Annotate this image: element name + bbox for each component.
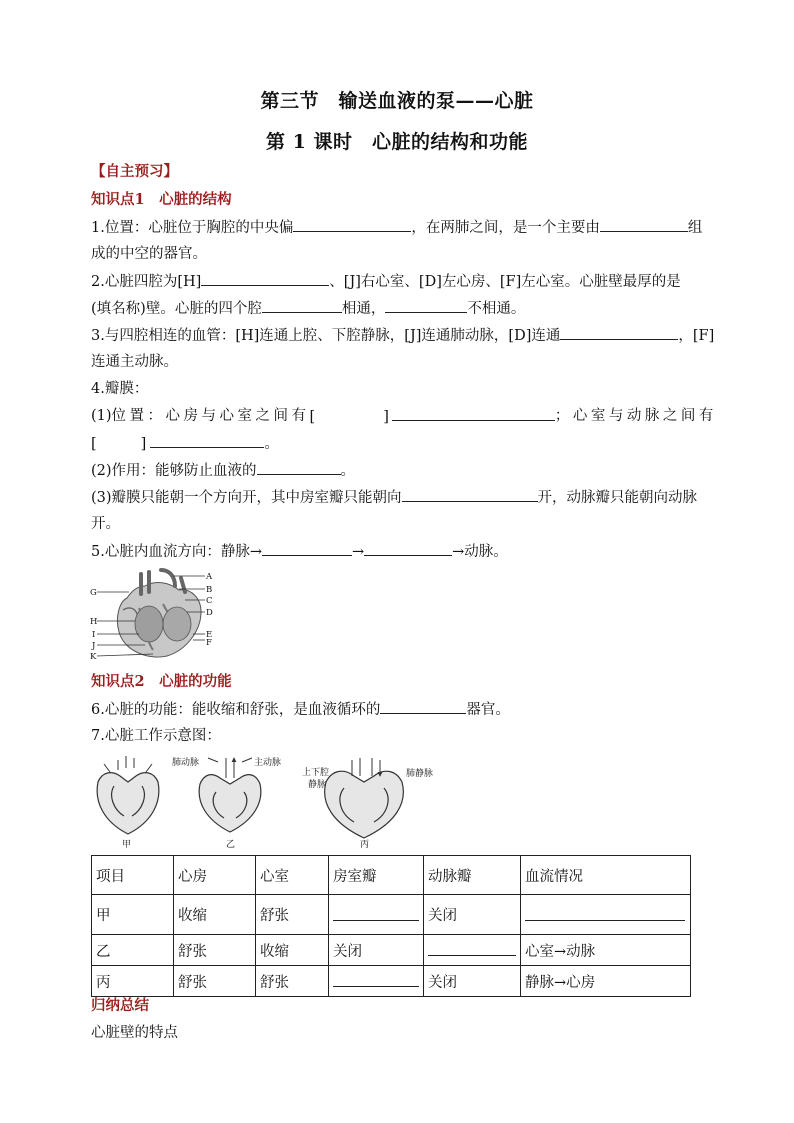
heart-structure-diagram xyxy=(89,568,229,664)
question-7: 7.心脏工作示意图： xyxy=(91,728,221,744)
answer-blank[interactable] xyxy=(600,217,688,232)
table-header-row xyxy=(92,856,691,895)
table-cell xyxy=(329,895,424,935)
answer-blank[interactable] xyxy=(333,905,419,921)
table-header: 项目 xyxy=(92,856,174,895)
question-1-line-1: 1.位置：心脏位于胸腔的中央偏 ，在两肺之间，是一个主要由 组 xyxy=(91,217,707,238)
table-cell: 静脉→心房 xyxy=(521,966,691,997)
label-d: D xyxy=(206,608,213,618)
label-i: I xyxy=(92,630,96,640)
answer-blank[interactable] xyxy=(257,460,341,475)
answer-blank[interactable] xyxy=(402,487,538,502)
label-e: E xyxy=(206,630,213,640)
heart-jia xyxy=(97,756,159,834)
question-6: 6.心脏的功能：能收缩和舒张，是血液循环的 器官。 xyxy=(91,699,707,720)
answer-blank[interactable] xyxy=(560,325,678,340)
label-aorta: 主动脉 xyxy=(254,758,282,768)
heart-work-table xyxy=(91,855,691,997)
label-jia: 甲 xyxy=(122,840,132,850)
table-cell: 心室→动脉 xyxy=(521,935,691,966)
question-2-line-1: 2.心脏四腔为[H] 、[J]右心室、[D]左心房、[F]左心室。心脏壁最厚的是 xyxy=(91,271,707,292)
table-cell xyxy=(521,895,691,935)
summary-text: 心脏壁的特点 xyxy=(91,1025,178,1041)
question-2-line-2: (填名称)壁。心脏的四个腔 相通， 不相通。 xyxy=(91,298,707,319)
table-cell: 舒张 xyxy=(174,935,256,966)
knowledge-point-2-heading: 知识点2 心脏的功能 xyxy=(91,673,232,690)
answer-blank[interactable] xyxy=(385,298,467,313)
table-cell: 关闭 xyxy=(424,895,521,935)
table-header: 动脉瓣 xyxy=(424,856,521,895)
table-cell: 乙 xyxy=(92,935,174,966)
question-4-2: (2)作用：能够防止血液的 。 xyxy=(91,460,707,481)
table-cell: 舒张 xyxy=(256,895,329,935)
heart-working-diagram xyxy=(90,752,450,850)
answer-blank[interactable] xyxy=(262,298,342,313)
answer-blank[interactable] xyxy=(262,541,352,556)
heart-bing xyxy=(325,758,404,838)
label-j: J xyxy=(92,641,96,651)
table-cell: 舒张 xyxy=(256,966,329,997)
answer-blank[interactable] xyxy=(333,971,419,987)
answer-blank[interactable] xyxy=(150,433,264,448)
lesson-title: 第三节 输送血液的泵——心脏 xyxy=(260,90,534,112)
label-a: A xyxy=(206,572,213,582)
label-yi: 乙 xyxy=(226,840,236,850)
table-row xyxy=(92,966,691,997)
label-b: B xyxy=(206,585,213,595)
label-h: H xyxy=(90,617,98,627)
table-cell: 关闭 xyxy=(424,966,521,997)
label-pulmonary-artery: 肺动脉 xyxy=(172,758,200,768)
question-4-3-line-1: (3)瓣膜只能朝一个方向开，其中房室瓣只能朝向 开，动脉瓣只能朝向动脉 xyxy=(91,487,707,508)
label-vein: 静脉 xyxy=(308,780,327,790)
question-3-line-2: 连通主动脉。 xyxy=(91,354,178,370)
table-cell: 收缩 xyxy=(256,935,329,966)
self-study-heading: 【自主预习】 xyxy=(91,163,178,180)
answer-blank[interactable] xyxy=(525,905,685,921)
label-pulmonary-vein: 肺静脉 xyxy=(406,769,434,779)
answer-blank[interactable] xyxy=(201,271,329,286)
label-k: K xyxy=(90,652,97,662)
table-header: 血流情况 xyxy=(521,856,691,895)
table-row xyxy=(92,895,691,935)
table-cell xyxy=(329,966,424,997)
answer-blank[interactable] xyxy=(364,541,452,556)
question-4-1-line-1: (1) 位置：心房与心室之间有 [ ] ；心室与动脉之间有 xyxy=(91,408,717,425)
summary-heading: 归纳总结 xyxy=(91,997,149,1014)
table-cell: 甲 xyxy=(92,895,174,935)
label-bing: 丙 xyxy=(360,840,370,850)
label-vena-cava: 上下腔 xyxy=(302,768,330,778)
label-f: F xyxy=(206,638,212,648)
answer-blank[interactable] xyxy=(293,217,411,232)
table-header: 心房 xyxy=(174,856,256,895)
table-cell xyxy=(424,935,521,966)
answer-blank[interactable] xyxy=(428,940,516,956)
table-header: 心室 xyxy=(256,856,329,895)
answer-blank[interactable] xyxy=(380,699,466,714)
label-g: G xyxy=(90,588,97,598)
table-cell: 丙 xyxy=(92,966,174,997)
heart-yi xyxy=(199,758,261,832)
question-1-line-2: 成的中空的器官。 xyxy=(91,246,207,262)
heart-illustration xyxy=(117,570,201,657)
label-c: C xyxy=(206,596,213,606)
table-header: 房室瓣 xyxy=(329,856,424,895)
answer-blank[interactable] xyxy=(392,406,555,421)
table-cell: 舒张 xyxy=(174,966,256,997)
question-3-line-1: 3.与四腔相连的血管：[H]连通上腔、下腔静脉，[J]连通肺动脉，[D]连通 ，[F] xyxy=(91,325,707,346)
table-cell: 关闭 xyxy=(329,935,424,966)
table-cell: 收缩 xyxy=(174,895,256,935)
question-4-1-line-2: [ ] 。 xyxy=(91,433,707,454)
lesson-subtitle: 第 1 课时 心脏的结构和功能 xyxy=(266,131,528,153)
question-4-heading: 4.瓣膜： xyxy=(91,381,149,397)
knowledge-point-1-heading: 知识点1 心脏的结构 xyxy=(91,191,232,208)
table-row xyxy=(92,935,691,966)
question-4-3-line-2: 开。 xyxy=(91,516,120,532)
question-5: 5.心脏内血流方向：静脉→ → →动脉。 xyxy=(91,541,707,562)
